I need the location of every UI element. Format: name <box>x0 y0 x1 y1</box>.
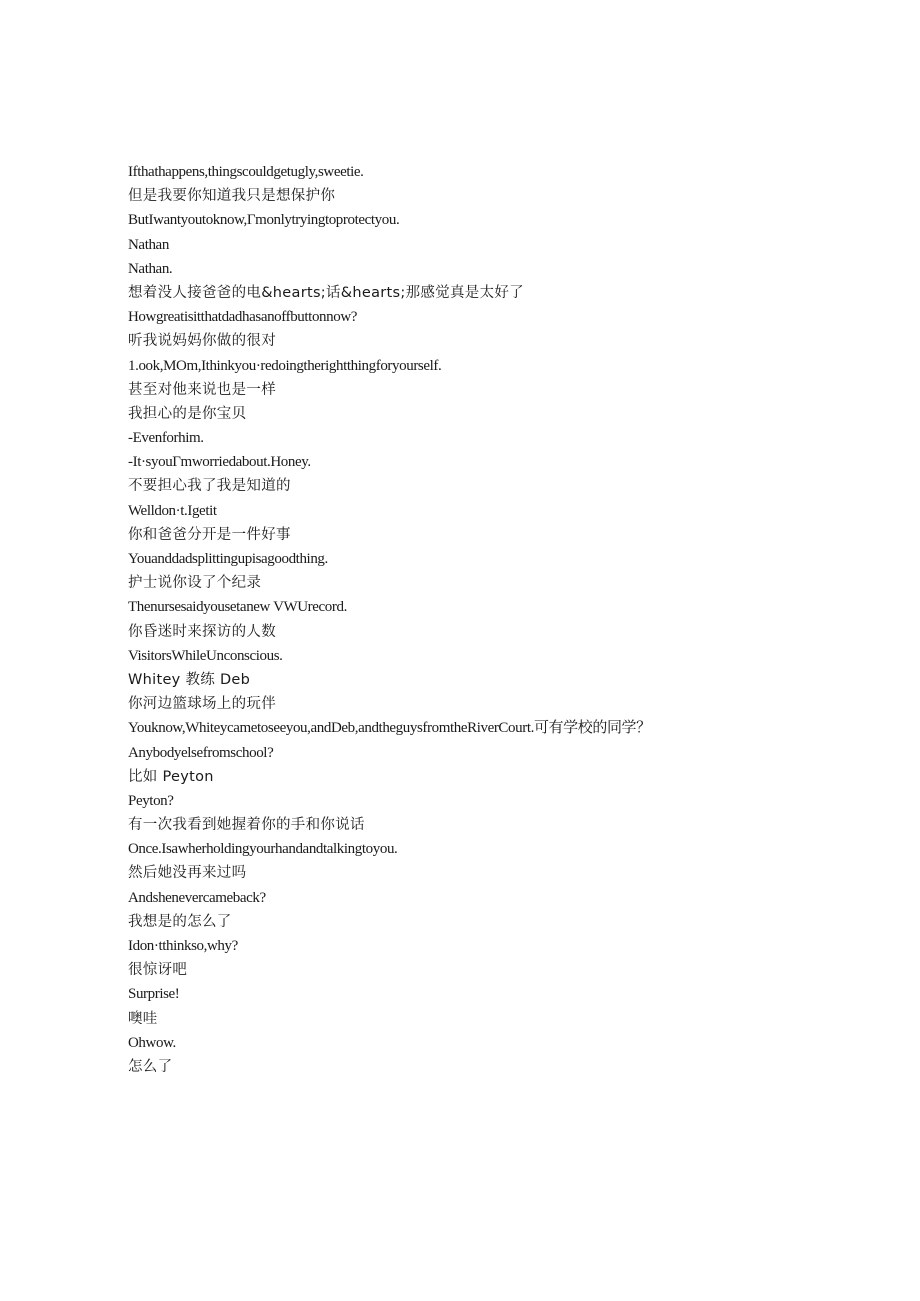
transcript-line-34: 很惊讶吧 <box>128 962 188 979</box>
transcript-line-26: 比如 Peyton <box>128 768 214 785</box>
transcript-line-11: 我担心的是你宝贝 <box>128 405 247 422</box>
transcript-line-2: 但是我要你知道我只是想保护你 <box>128 188 336 205</box>
transcript-line-9: 1.ook,MOm,Ithinkyou·redoingtherightthingforyourself. <box>128 357 442 374</box>
transcript-line-35: Surprise! <box>128 986 180 1003</box>
transcript-line-22: Whitey 教练 Deb <box>128 671 251 688</box>
transcript-line-38: 怎么了 <box>128 1058 173 1075</box>
transcript-line-31: Andshenevercameback? <box>128 889 266 906</box>
transcript-line-4: Nathan <box>128 236 169 253</box>
transcript-line-32: 我想是的怎么了 <box>128 913 232 930</box>
transcript-line-27: Peyton? <box>128 792 174 809</box>
transcript-line-36: 噢哇 <box>128 1010 158 1027</box>
transcript-line-33: Idon·tthinkso,why? <box>128 938 238 954</box>
transcript-line-28: 有一次我看到她握着你的手和你说话 <box>128 817 365 834</box>
transcript-line-14: 不要担心我了我是知道的 <box>128 478 291 495</box>
transcript-line-37: Ohwow. <box>128 1034 176 1051</box>
transcript-line-3: ButIwantyoutoknow,Γmonlytryingtoprotectyou. <box>128 212 400 229</box>
transcript-line-29: Once.Isawherholdingyourhandandtalkingtoyou. <box>128 841 398 858</box>
transcript-line-12: -Evenforhim. <box>128 430 204 447</box>
transcript-line-19: Thenursesaidyousetanew VWUrecord. <box>128 599 347 616</box>
transcript-line-24: Youknow,Whiteycametoseeyou,andDeb,andtheguysfromtheRiverCourt.可有学校的同学？ <box>128 720 651 737</box>
transcript-line-6: 想着没人接爸爸的电&hearts;话&hearts;那感觉真是太好了 <box>128 284 524 301</box>
transcript-line-16: 你和爸爸分开是一件好事 <box>128 526 291 543</box>
transcript-line-18: 护士说你设了个纪录 <box>128 575 262 592</box>
transcript-line-7: Howgreatisitthatdadhasanoffbuttonnow? <box>128 309 358 326</box>
transcript-line-30: 然后她没再来过吗 <box>128 865 247 882</box>
transcript-line-21: VisitorsWhileUnconscious. <box>128 647 283 664</box>
transcript-line-17: Youanddadsplittingupisagoodthing. <box>128 551 328 567</box>
transcript-line-8: 听我说妈妈你做的很对 <box>128 333 276 350</box>
transcript-line-5: Nathan. <box>128 260 173 277</box>
transcript-line-1: Ifthathappens,thingscouldgetugly,sweetie. <box>128 164 364 180</box>
transcript-line-13: -It·syouΓmworriedabout.Honey. <box>128 454 311 471</box>
transcript-line-10: 甚至对他来说也是一样 <box>128 381 276 398</box>
transcript-line-23: 你河边篮球场上的玩伴 <box>128 696 276 713</box>
transcript-line-15: Welldon·t.Igetit <box>128 502 217 519</box>
transcript-line-25: Anybodyelsefromschool? <box>128 744 274 761</box>
transcript-body <box>128 160 888 1079</box>
transcript-line-20: 你昏迷时来探访的人数 <box>128 623 276 640</box>
